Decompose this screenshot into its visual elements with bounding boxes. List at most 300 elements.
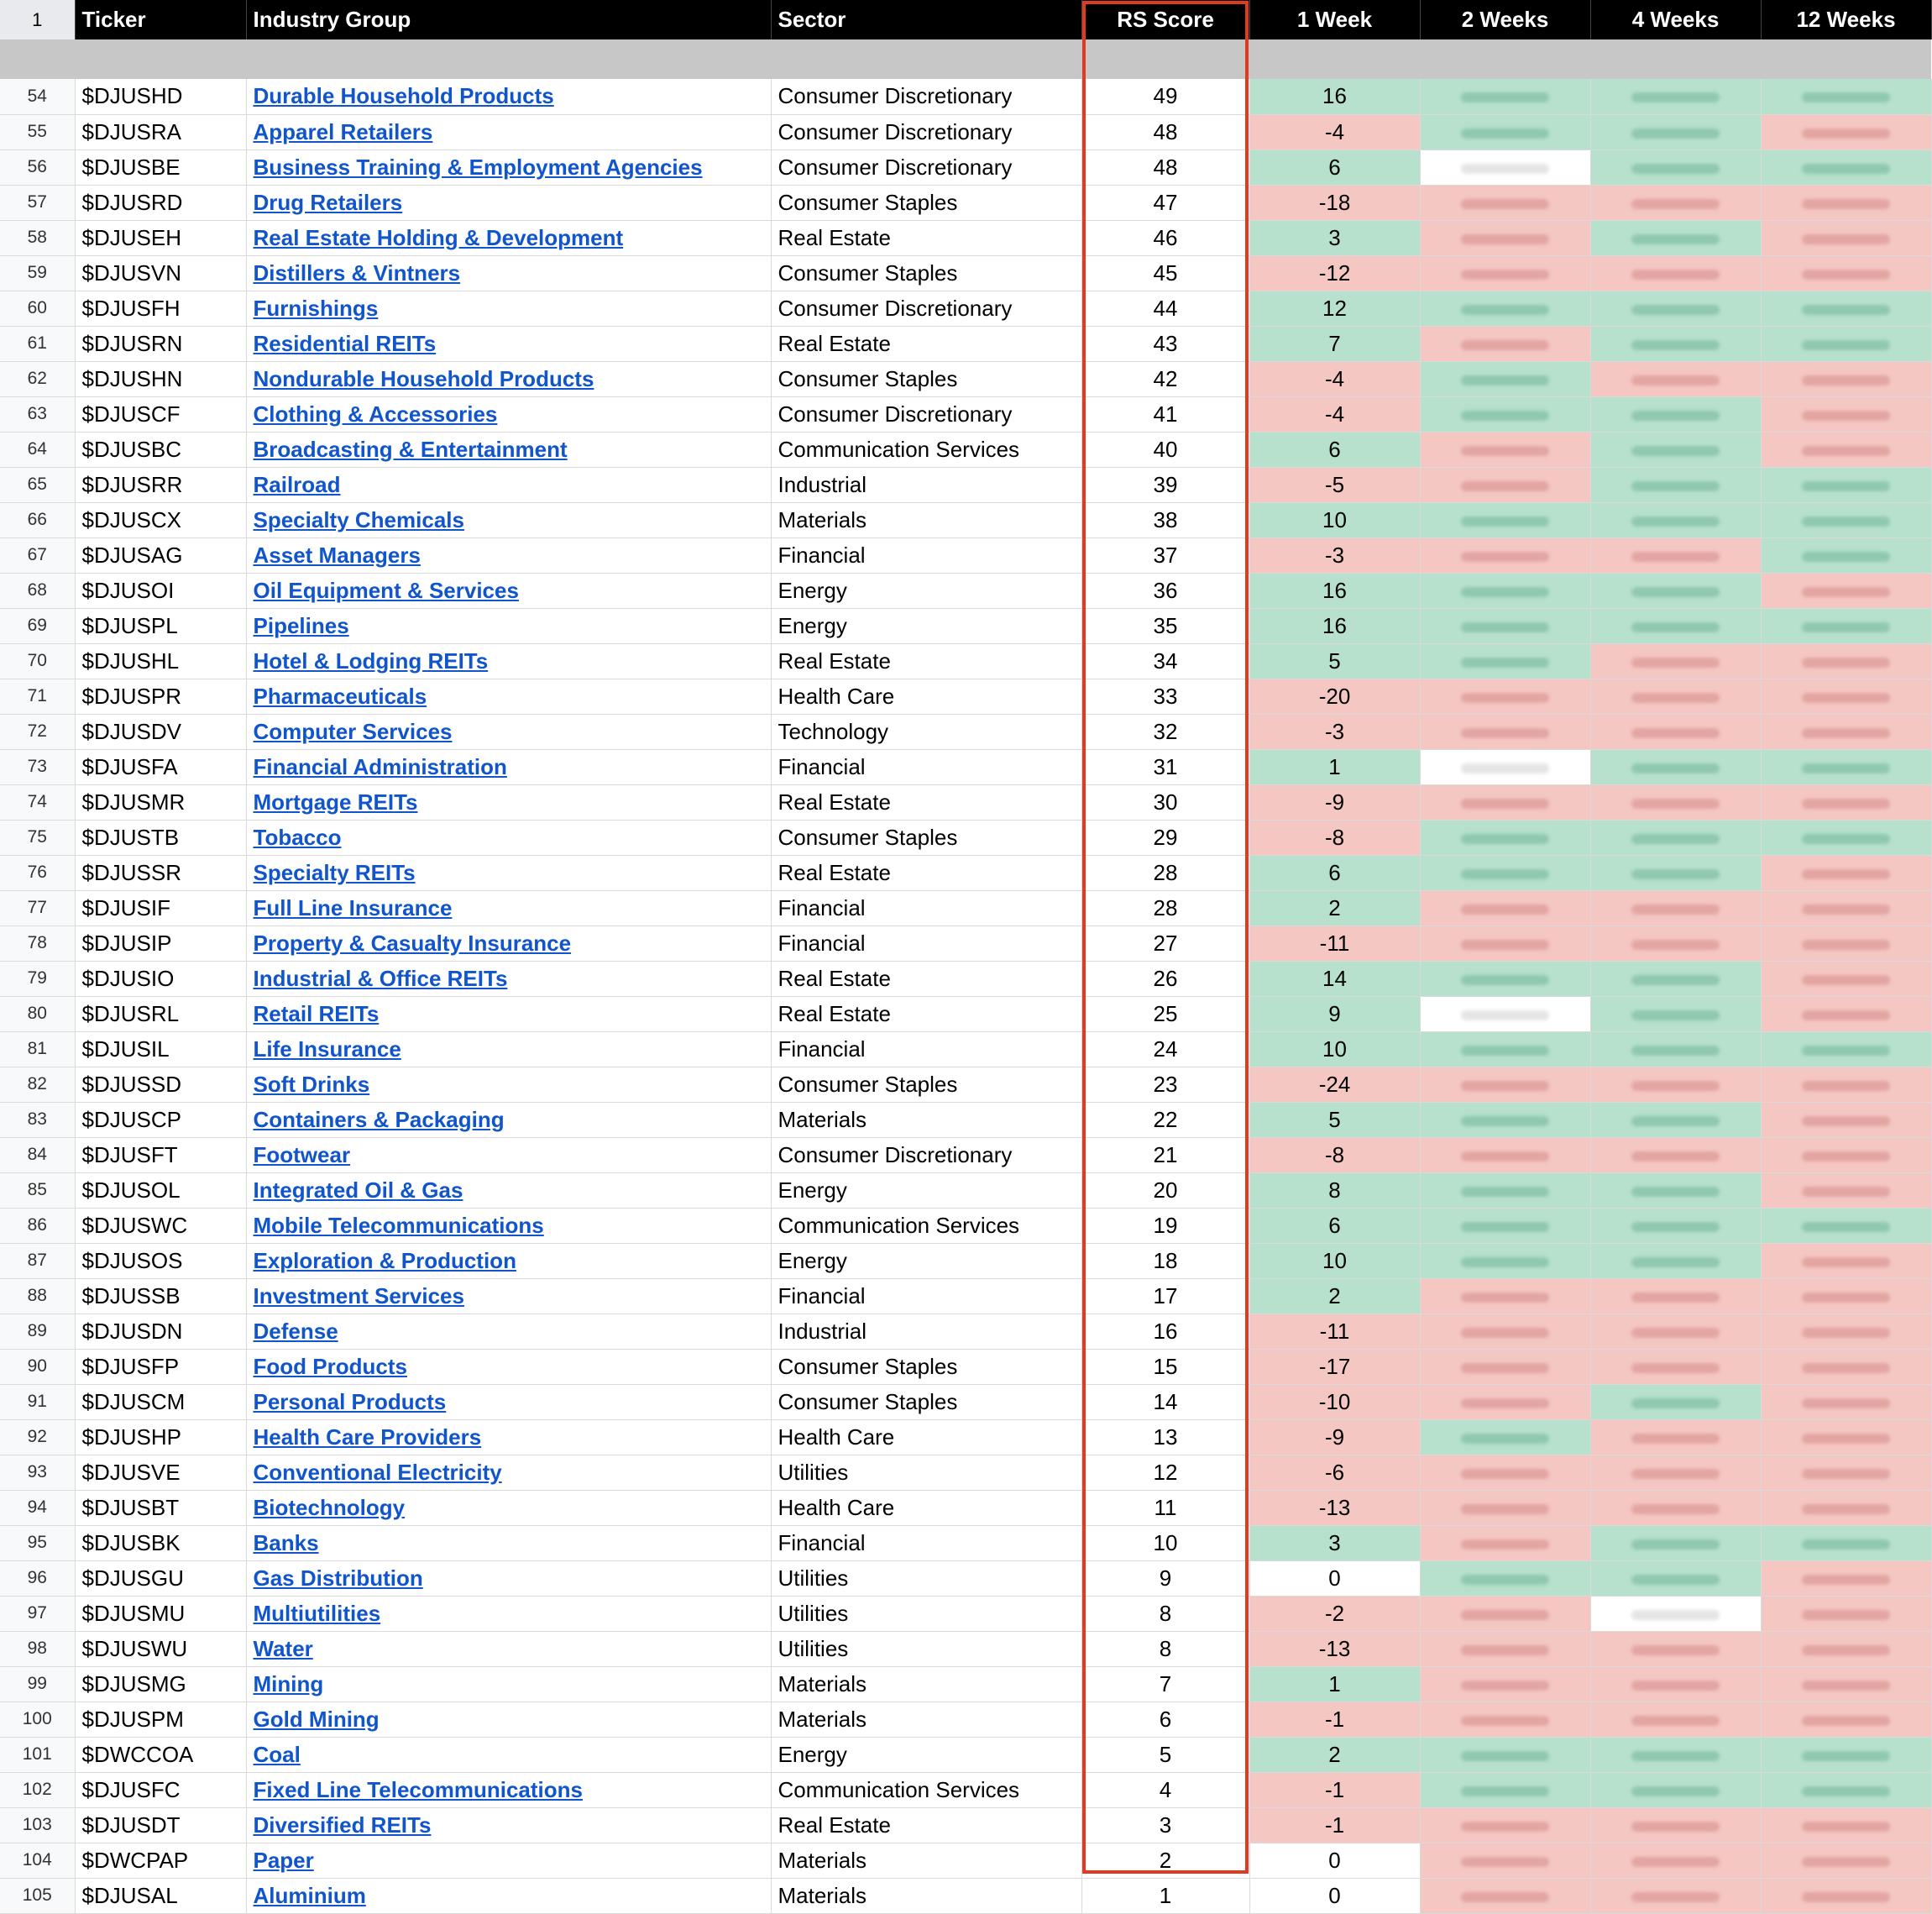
row-number[interactable]: 54: [0, 79, 75, 114]
week2-cell-redacted[interactable]: [1420, 608, 1590, 643]
industry-group-cell[interactable]: [246, 291, 771, 326]
row-number[interactable]: 74: [0, 784, 75, 820]
week1-cell[interactable]: -1: [1249, 1807, 1420, 1843]
ticker-cell[interactable]: $DJUSPL: [75, 608, 246, 643]
sector-cell[interactable]: Consumer Discretionary: [771, 114, 1081, 149]
rs-score-cell[interactable]: 16: [1081, 1314, 1249, 1349]
industry-group-link[interactable]: Banks: [253, 1529, 319, 1555]
sector-cell[interactable]: Financial: [771, 926, 1081, 961]
week2-cell-redacted[interactable]: [1420, 79, 1590, 114]
week4-cell-redacted[interactable]: [1590, 220, 1761, 255]
week2-cell-redacted[interactable]: [1420, 1525, 1590, 1560]
ticker-cell[interactable]: $DJUSRD: [75, 185, 246, 220]
week4-cell-redacted[interactable]: [1590, 926, 1761, 961]
industry-group-cell[interactable]: [246, 1878, 771, 1913]
week1-cell[interactable]: 0: [1249, 1843, 1420, 1878]
week2-cell-redacted[interactable]: [1420, 1772, 1590, 1807]
week12-cell-redacted[interactable]: [1761, 149, 1931, 185]
row-number[interactable]: 56: [0, 149, 75, 185]
rs-score-cell[interactable]: 1: [1081, 1878, 1249, 1913]
industry-group-link[interactable]: Apparel Retailers: [253, 118, 433, 144]
sector-cell[interactable]: Communication Services: [771, 432, 1081, 467]
week12-cell-redacted[interactable]: [1761, 1419, 1931, 1455]
week12-cell-redacted[interactable]: [1761, 1772, 1931, 1807]
row-number[interactable]: 94: [0, 1490, 75, 1525]
week2-cell-redacted[interactable]: [1420, 1384, 1590, 1419]
rs-score-cell[interactable]: 37: [1081, 537, 1249, 573]
week4-cell-redacted[interactable]: [1590, 185, 1761, 220]
week1-cell[interactable]: -13: [1249, 1490, 1420, 1525]
week12-cell-redacted[interactable]: [1761, 220, 1931, 255]
week4-cell-redacted[interactable]: [1590, 1596, 1761, 1631]
sector-cell[interactable]: Energy: [771, 1172, 1081, 1208]
week12-cell-redacted[interactable]: [1761, 961, 1931, 996]
sector-cell[interactable]: Real Estate: [771, 326, 1081, 361]
ticker-cell[interactable]: $DJUSRL: [75, 996, 246, 1031]
week4-cell-redacted[interactable]: [1590, 820, 1761, 855]
ticker-cell[interactable]: $DJUSAG: [75, 537, 246, 573]
week4-cell-redacted[interactable]: [1590, 1772, 1761, 1807]
ticker-cell[interactable]: $DJUSOS: [75, 1243, 246, 1278]
week2-cell-redacted[interactable]: [1420, 432, 1590, 467]
industry-group-link[interactable]: Mobile Telecommunications: [253, 1212, 544, 1238]
week4-cell-redacted[interactable]: [1590, 467, 1761, 502]
ticker-cell[interactable]: $DJUSOL: [75, 1172, 246, 1208]
week2-cell-redacted[interactable]: [1420, 1314, 1590, 1349]
industry-group-cell[interactable]: [246, 1419, 771, 1455]
rs-score-cell[interactable]: 34: [1081, 643, 1249, 679]
week1-cell[interactable]: -10: [1249, 1384, 1420, 1419]
industry-group-cell[interactable]: [246, 79, 771, 114]
ticker-cell[interactable]: $DJUSHD: [75, 79, 246, 114]
row-number[interactable]: 95: [0, 1525, 75, 1560]
row-number[interactable]: 59: [0, 255, 75, 291]
week4-cell-redacted[interactable]: [1590, 396, 1761, 432]
week1-cell[interactable]: -2: [1249, 1596, 1420, 1631]
ticker-cell[interactable]: $DJUSCP: [75, 1102, 246, 1137]
week1-cell[interactable]: -4: [1249, 114, 1420, 149]
industry-group-link[interactable]: Industrial & Office REITs: [253, 965, 508, 991]
sector-cell[interactable]: Consumer Staples: [771, 185, 1081, 220]
rs-score-cell[interactable]: 31: [1081, 749, 1249, 784]
industry-group-link[interactable]: Distillers & Vintners: [253, 260, 461, 286]
rs-score-cell[interactable]: 32: [1081, 714, 1249, 749]
column-header-12-weeks[interactable]: 12 Weeks: [1761, 0, 1931, 39]
rs-score-cell[interactable]: 9: [1081, 1560, 1249, 1596]
column-header-industry-group[interactable]: Industry Group: [246, 0, 771, 39]
week4-cell-redacted[interactable]: [1590, 855, 1761, 890]
week12-cell-redacted[interactable]: [1761, 79, 1931, 114]
sector-cell[interactable]: Energy: [771, 608, 1081, 643]
week1-cell[interactable]: -18: [1249, 185, 1420, 220]
rs-score-cell[interactable]: 48: [1081, 114, 1249, 149]
row-number[interactable]: 57: [0, 185, 75, 220]
sector-cell[interactable]: Consumer Discretionary: [771, 1137, 1081, 1172]
row-number[interactable]: 105: [0, 1878, 75, 1913]
rs-score-cell[interactable]: 10: [1081, 1525, 1249, 1560]
week12-cell-redacted[interactable]: [1761, 1490, 1931, 1525]
week12-cell-redacted[interactable]: [1761, 185, 1931, 220]
industry-group-link[interactable]: Fixed Line Telecommunications: [253, 1776, 583, 1802]
industry-group-link[interactable]: Pharmaceuticals: [253, 683, 427, 709]
ticker-cell[interactable]: $DJUSMG: [75, 1666, 246, 1702]
column-header-sector[interactable]: Sector: [771, 0, 1081, 39]
industry-group-link[interactable]: Footwear: [253, 1141, 351, 1167]
rs-score-cell[interactable]: 48: [1081, 149, 1249, 185]
industry-group-link[interactable]: Multiutilities: [253, 1600, 381, 1626]
rs-score-cell[interactable]: 21: [1081, 1137, 1249, 1172]
row-number[interactable]: 60: [0, 291, 75, 326]
rs-score-cell[interactable]: 11: [1081, 1490, 1249, 1525]
industry-group-cell[interactable]: [246, 396, 771, 432]
rs-score-cell[interactable]: 49: [1081, 79, 1249, 114]
ticker-cell[interactable]: $DJUSMU: [75, 1596, 246, 1631]
week2-cell-redacted[interactable]: [1420, 1560, 1590, 1596]
week4-cell-redacted[interactable]: [1590, 79, 1761, 114]
row-number[interactable]: 87: [0, 1243, 75, 1278]
industry-group-cell[interactable]: [246, 573, 771, 608]
rs-score-cell[interactable]: 8: [1081, 1596, 1249, 1631]
industry-group-link[interactable]: Full Line Insurance: [253, 894, 453, 920]
rs-score-cell[interactable]: 15: [1081, 1349, 1249, 1384]
week2-cell-redacted[interactable]: [1420, 679, 1590, 714]
industry-group-cell[interactable]: [246, 1031, 771, 1067]
industry-group-link[interactable]: Oil Equipment & Services: [253, 577, 519, 603]
sector-cell[interactable]: Consumer Discretionary: [771, 79, 1081, 114]
industry-group-link[interactable]: Property & Casualty Insurance: [253, 930, 572, 956]
week4-cell-redacted[interactable]: [1590, 890, 1761, 926]
week12-cell-redacted[interactable]: [1761, 432, 1931, 467]
week4-cell-redacted[interactable]: [1590, 291, 1761, 326]
ticker-cell[interactable]: $DJUSEH: [75, 220, 246, 255]
ticker-cell[interactable]: $DWCCOA: [75, 1737, 246, 1772]
industry-group-cell[interactable]: [246, 502, 771, 537]
industry-group-cell[interactable]: [246, 1208, 771, 1243]
rs-score-cell[interactable]: 3: [1081, 1807, 1249, 1843]
week4-cell-redacted[interactable]: [1590, 608, 1761, 643]
industry-group-cell[interactable]: [246, 432, 771, 467]
sector-cell[interactable]: Real Estate: [771, 1807, 1081, 1843]
sector-cell[interactable]: Financial: [771, 890, 1081, 926]
rs-score-cell[interactable]: 24: [1081, 1031, 1249, 1067]
week1-cell[interactable]: -20: [1249, 679, 1420, 714]
rs-score-cell[interactable]: 14: [1081, 1384, 1249, 1419]
week4-cell-redacted[interactable]: [1590, 1490, 1761, 1525]
week4-cell-redacted[interactable]: [1590, 1137, 1761, 1172]
row-number[interactable]: 68: [0, 573, 75, 608]
row-number[interactable]: 99: [0, 1666, 75, 1702]
industry-group-link[interactable]: Mortgage REITs: [253, 789, 418, 815]
rs-score-cell[interactable]: 47: [1081, 185, 1249, 220]
rs-score-cell[interactable]: 41: [1081, 396, 1249, 432]
row-number[interactable]: 76: [0, 855, 75, 890]
industry-group-link[interactable]: Durable Household Products: [253, 83, 554, 109]
sector-cell[interactable]: Utilities: [771, 1631, 1081, 1666]
industry-group-link[interactable]: Diversified REITs: [253, 1812, 432, 1838]
ticker-cell[interactable]: $DJUSHP: [75, 1419, 246, 1455]
rs-score-cell[interactable]: 22: [1081, 1102, 1249, 1137]
sector-cell[interactable]: Real Estate: [771, 220, 1081, 255]
sector-cell[interactable]: Financial: [771, 1525, 1081, 1560]
week2-cell-redacted[interactable]: [1420, 114, 1590, 149]
week4-cell-redacted[interactable]: [1590, 679, 1761, 714]
row-number[interactable]: 85: [0, 1172, 75, 1208]
week4-cell-redacted[interactable]: [1590, 1560, 1761, 1596]
week4-cell-redacted[interactable]: [1590, 1631, 1761, 1666]
sector-cell[interactable]: Consumer Staples: [771, 255, 1081, 291]
row-number[interactable]: 104: [0, 1843, 75, 1878]
ticker-cell[interactable]: $DJUSFH: [75, 291, 246, 326]
week12-cell-redacted[interactable]: [1761, 1455, 1931, 1490]
week12-cell-redacted[interactable]: [1761, 291, 1931, 326]
week1-cell[interactable]: -3: [1249, 714, 1420, 749]
week1-cell[interactable]: 3: [1249, 1525, 1420, 1560]
ticker-cell[interactable]: $DJUSGU: [75, 1560, 246, 1596]
week2-cell-redacted[interactable]: [1420, 749, 1590, 784]
week12-cell-redacted[interactable]: [1761, 714, 1931, 749]
sector-cell[interactable]: Financial: [771, 1278, 1081, 1314]
week4-cell-redacted[interactable]: [1590, 1525, 1761, 1560]
week4-cell-redacted[interactable]: [1590, 432, 1761, 467]
week12-cell-redacted[interactable]: [1761, 1172, 1931, 1208]
industry-group-link[interactable]: Railroad: [253, 471, 341, 497]
sector-cell[interactable]: Health Care: [771, 1419, 1081, 1455]
industry-group-cell[interactable]: [246, 185, 771, 220]
row-number[interactable]: 55: [0, 114, 75, 149]
ticker-cell[interactable]: $DJUSBE: [75, 149, 246, 185]
sector-cell[interactable]: Health Care: [771, 679, 1081, 714]
week12-cell-redacted[interactable]: [1761, 396, 1931, 432]
rs-score-cell[interactable]: 36: [1081, 573, 1249, 608]
ticker-cell[interactable]: $DJUSDV: [75, 714, 246, 749]
industry-group-cell[interactable]: [246, 1243, 771, 1278]
week12-cell-redacted[interactable]: [1761, 1878, 1931, 1913]
industry-group-cell[interactable]: [246, 467, 771, 502]
week2-cell-redacted[interactable]: [1420, 1843, 1590, 1878]
week2-cell-redacted[interactable]: [1420, 502, 1590, 537]
week1-cell[interactable]: -4: [1249, 396, 1420, 432]
row-number[interactable]: 70: [0, 643, 75, 679]
industry-group-cell[interactable]: [246, 926, 771, 961]
industry-group-cell[interactable]: [246, 1737, 771, 1772]
rs-score-cell[interactable]: 33: [1081, 679, 1249, 714]
industry-group-cell[interactable]: [246, 1666, 771, 1702]
rs-score-cell[interactable]: 38: [1081, 502, 1249, 537]
ticker-cell[interactable]: $DJUSAL: [75, 1878, 246, 1913]
industry-group-cell[interactable]: [246, 1525, 771, 1560]
week12-cell-redacted[interactable]: [1761, 1031, 1931, 1067]
sector-cell[interactable]: Utilities: [771, 1596, 1081, 1631]
ticker-cell[interactable]: $DJUSSD: [75, 1067, 246, 1102]
week12-cell-redacted[interactable]: [1761, 1243, 1931, 1278]
industry-group-cell[interactable]: [246, 1631, 771, 1666]
week12-cell-redacted[interactable]: [1761, 1314, 1931, 1349]
rs-score-cell[interactable]: 13: [1081, 1419, 1249, 1455]
week12-cell-redacted[interactable]: [1761, 326, 1931, 361]
week2-cell-redacted[interactable]: [1420, 1067, 1590, 1102]
ticker-cell[interactable]: $DJUSIP: [75, 926, 246, 961]
week4-cell-redacted[interactable]: [1590, 1666, 1761, 1702]
week4-cell-redacted[interactable]: [1590, 1278, 1761, 1314]
week2-cell-redacted[interactable]: [1420, 1631, 1590, 1666]
row-number[interactable]: 103: [0, 1807, 75, 1843]
week4-cell-redacted[interactable]: [1590, 1208, 1761, 1243]
row-number[interactable]: 89: [0, 1314, 75, 1349]
industry-group-cell[interactable]: [246, 1314, 771, 1349]
industry-group-cell[interactable]: [246, 1067, 771, 1102]
week2-cell-redacted[interactable]: [1420, 537, 1590, 573]
week2-cell-redacted[interactable]: [1420, 467, 1590, 502]
sector-cell[interactable]: Communication Services: [771, 1208, 1081, 1243]
industry-group-link[interactable]: Pipelines: [253, 612, 349, 638]
industry-group-link[interactable]: Drug Retailers: [253, 189, 403, 215]
week12-cell-redacted[interactable]: [1761, 855, 1931, 890]
week12-cell-redacted[interactable]: [1761, 1137, 1931, 1172]
week4-cell-redacted[interactable]: [1590, 784, 1761, 820]
row-number[interactable]: 100: [0, 1702, 75, 1737]
row-number[interactable]: 80: [0, 996, 75, 1031]
week2-cell-redacted[interactable]: [1420, 890, 1590, 926]
row-number[interactable]: 67: [0, 537, 75, 573]
industry-group-cell[interactable]: [246, 220, 771, 255]
industry-group-link[interactable]: Paper: [253, 1847, 314, 1873]
sector-cell[interactable]: Financial: [771, 749, 1081, 784]
week12-cell-redacted[interactable]: [1761, 1631, 1931, 1666]
sector-cell[interactable]: Energy: [771, 573, 1081, 608]
rs-score-cell[interactable]: 6: [1081, 1702, 1249, 1737]
industry-group-link[interactable]: Real Estate Holding & Development: [253, 224, 624, 250]
week2-cell-redacted[interactable]: [1420, 820, 1590, 855]
week4-cell-redacted[interactable]: [1590, 573, 1761, 608]
week1-cell[interactable]: -24: [1249, 1067, 1420, 1102]
week1-cell[interactable]: -12: [1249, 255, 1420, 291]
week1-cell[interactable]: 6: [1249, 432, 1420, 467]
week4-cell-redacted[interactable]: [1590, 749, 1761, 784]
industry-group-link[interactable]: Gas Distribution: [253, 1565, 423, 1591]
week4-cell-redacted[interactable]: [1590, 1455, 1761, 1490]
week1-cell[interactable]: -9: [1249, 1419, 1420, 1455]
week4-cell-redacted[interactable]: [1590, 1102, 1761, 1137]
ticker-cell[interactable]: $DJUSDN: [75, 1314, 246, 1349]
row-number[interactable]: 88: [0, 1278, 75, 1314]
row-number[interactable]: 86: [0, 1208, 75, 1243]
sector-cell[interactable]: Materials: [771, 1702, 1081, 1737]
week4-cell-redacted[interactable]: [1590, 537, 1761, 573]
rs-score-cell[interactable]: 29: [1081, 820, 1249, 855]
ticker-cell[interactable]: $DJUSPR: [75, 679, 246, 714]
industry-group-link[interactable]: Soft Drinks: [253, 1071, 370, 1097]
week2-cell-redacted[interactable]: [1420, 361, 1590, 396]
industry-group-link[interactable]: Business Training & Employment Agencies: [253, 154, 703, 180]
row-number[interactable]: 97: [0, 1596, 75, 1631]
industry-group-cell[interactable]: [246, 149, 771, 185]
week2-cell-redacted[interactable]: [1420, 1243, 1590, 1278]
sector-cell[interactable]: Consumer Discretionary: [771, 291, 1081, 326]
week4-cell-redacted[interactable]: [1590, 1702, 1761, 1737]
industry-group-cell[interactable]: [246, 820, 771, 855]
industry-group-link[interactable]: Health Care Providers: [253, 1424, 482, 1450]
industry-group-link[interactable]: Conventional Electricity: [253, 1459, 502, 1485]
week2-cell-redacted[interactable]: [1420, 255, 1590, 291]
week2-cell-redacted[interactable]: [1420, 396, 1590, 432]
ticker-cell[interactable]: $DJUSRA: [75, 114, 246, 149]
week2-cell-redacted[interactable]: [1420, 1490, 1590, 1525]
week2-cell-redacted[interactable]: [1420, 1349, 1590, 1384]
week2-cell-redacted[interactable]: [1420, 1455, 1590, 1490]
week12-cell-redacted[interactable]: [1761, 1067, 1931, 1102]
week1-cell[interactable]: -3: [1249, 537, 1420, 573]
ticker-cell[interactable]: $DJUSHL: [75, 643, 246, 679]
industry-group-link[interactable]: Containers & Packaging: [253, 1106, 505, 1132]
rs-score-cell[interactable]: 23: [1081, 1067, 1249, 1102]
ticker-cell[interactable]: $DJUSFC: [75, 1772, 246, 1807]
sector-cell[interactable]: Consumer Staples: [771, 1067, 1081, 1102]
rs-score-cell[interactable]: 44: [1081, 291, 1249, 326]
column-header-rs-score[interactable]: RS Score: [1081, 0, 1249, 39]
week4-cell-redacted[interactable]: [1590, 961, 1761, 996]
rs-score-cell[interactable]: 12: [1081, 1455, 1249, 1490]
ticker-cell[interactable]: $DJUSOI: [75, 573, 246, 608]
industry-group-cell[interactable]: [246, 1102, 771, 1137]
week1-cell[interactable]: 14: [1249, 961, 1420, 996]
week12-cell-redacted[interactable]: [1761, 255, 1931, 291]
week12-cell-redacted[interactable]: [1761, 820, 1931, 855]
industry-group-cell[interactable]: [246, 784, 771, 820]
week2-cell-redacted[interactable]: [1420, 643, 1590, 679]
ticker-cell[interactable]: $DJUSBT: [75, 1490, 246, 1525]
ticker-cell[interactable]: $DJUSRR: [75, 467, 246, 502]
week12-cell-redacted[interactable]: [1761, 114, 1931, 149]
week1-cell[interactable]: -8: [1249, 1137, 1420, 1172]
sector-cell[interactable]: Materials: [771, 502, 1081, 537]
ticker-cell[interactable]: $DJUSTB: [75, 820, 246, 855]
week12-cell-redacted[interactable]: [1761, 996, 1931, 1031]
week1-cell[interactable]: 2: [1249, 1737, 1420, 1772]
row-number[interactable]: 98: [0, 1631, 75, 1666]
week12-cell-redacted[interactable]: [1761, 361, 1931, 396]
row-number[interactable]: 102: [0, 1772, 75, 1807]
week2-cell-redacted[interactable]: [1420, 1737, 1590, 1772]
week12-cell-redacted[interactable]: [1761, 1596, 1931, 1631]
week1-cell[interactable]: 0: [1249, 1878, 1420, 1913]
ticker-cell[interactable]: $DJUSIF: [75, 890, 246, 926]
row-number[interactable]: 71: [0, 679, 75, 714]
week12-cell-redacted[interactable]: [1761, 1525, 1931, 1560]
row-header-1[interactable]: 1: [0, 0, 75, 39]
rs-score-cell[interactable]: 19: [1081, 1208, 1249, 1243]
week4-cell-redacted[interactable]: [1590, 1737, 1761, 1772]
industry-group-cell[interactable]: [246, 1384, 771, 1419]
sector-cell[interactable]: Consumer Staples: [771, 1349, 1081, 1384]
sector-cell[interactable]: Energy: [771, 1243, 1081, 1278]
column-header-1-week[interactable]: 1 Week: [1249, 0, 1420, 39]
sector-cell[interactable]: Industrial: [771, 467, 1081, 502]
week4-cell-redacted[interactable]: [1590, 326, 1761, 361]
industry-group-link[interactable]: Integrated Oil & Gas: [253, 1177, 463, 1203]
sector-cell[interactable]: Materials: [771, 1666, 1081, 1702]
sector-cell[interactable]: Health Care: [771, 1490, 1081, 1525]
week1-cell[interactable]: 3: [1249, 220, 1420, 255]
week1-cell[interactable]: 5: [1249, 1102, 1420, 1137]
sector-cell[interactable]: Materials: [771, 1102, 1081, 1137]
industry-group-link[interactable]: Defense: [253, 1318, 338, 1344]
week2-cell-redacted[interactable]: [1420, 220, 1590, 255]
industry-group-cell[interactable]: [246, 1455, 771, 1490]
week2-cell-redacted[interactable]: [1420, 1208, 1590, 1243]
sector-cell[interactable]: Consumer Staples: [771, 361, 1081, 396]
week1-cell[interactable]: 16: [1249, 608, 1420, 643]
industry-group-cell[interactable]: [246, 1843, 771, 1878]
